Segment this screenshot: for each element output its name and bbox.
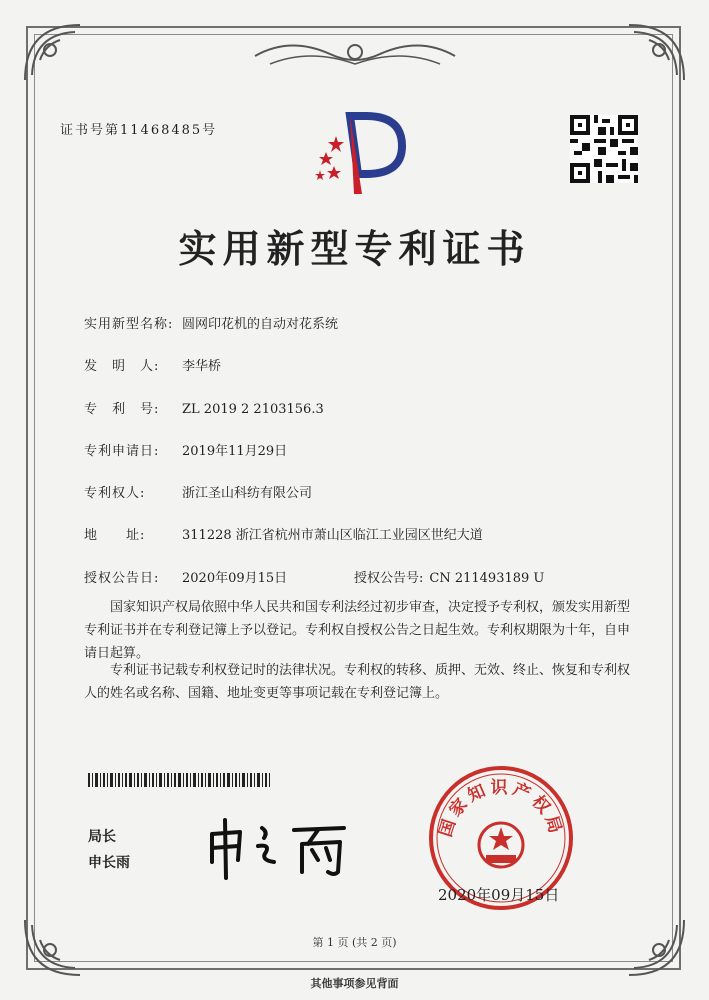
field-value: 浙江圣山科纺有限公司 bbox=[182, 486, 313, 501]
grant-statement: 国家知识产权局依照中华人民共和国专利法经过初步审查，决定授予专利权，颁发实用新型专利证书并在专利登记簿上予以登记。专利权自授权公告之日起生效。专利权期限为十年，自申请日起算。 bbox=[84, 600, 631, 661]
page-indicator: 第 1 页 (共 2 页) bbox=[312, 936, 397, 949]
certificate-title: 实用新型专利证书 bbox=[178, 226, 531, 271]
field-value: 311228 浙江省杭州市萧山区临江工业园区世纪大道 bbox=[182, 528, 483, 543]
qr-code-icon bbox=[570, 115, 638, 183]
field-value: 2020年09月15日 bbox=[182, 571, 288, 586]
corner-ornament-icon bbox=[20, 20, 90, 90]
field-label: 授权公告日: bbox=[84, 571, 160, 586]
top-ornament-icon bbox=[250, 36, 460, 76]
field-patentee bbox=[84, 482, 312, 501]
field-value: 李华桥 bbox=[182, 359, 222, 374]
field-label: 专 利 号: bbox=[84, 402, 160, 417]
cnipa-logo-icon bbox=[306, 108, 406, 198]
field-grant-date bbox=[84, 567, 287, 586]
field-patent-number bbox=[84, 398, 324, 417]
handwritten-signature bbox=[204, 812, 354, 882]
field-application-date bbox=[84, 440, 287, 459]
field-value: ZL 2019 2 2103156.3 bbox=[182, 402, 324, 417]
field-label: 授权公告号: bbox=[354, 571, 424, 586]
field-value: 2019年11月29日 bbox=[182, 444, 288, 459]
field-label: 专利申请日: bbox=[84, 444, 160, 459]
field-label: 专利权人: bbox=[84, 486, 146, 501]
field-label: 发 明 人: bbox=[84, 359, 160, 374]
field-value: 圆网印花机的自动对花系统 bbox=[182, 317, 339, 332]
field-value: CN 211493189 U bbox=[429, 571, 545, 586]
director-name: 申长雨 bbox=[88, 855, 130, 871]
certificate-number: 证书号第11468485号 bbox=[60, 123, 218, 138]
barcode-icon bbox=[88, 773, 270, 787]
corner-ornament-icon bbox=[619, 20, 689, 90]
seal-text: 国家知识产权局 bbox=[435, 778, 567, 840]
footer-note: 其他事项参见背面 bbox=[310, 977, 399, 990]
field-inventor bbox=[84, 355, 221, 374]
director-title: 局长 bbox=[88, 829, 116, 845]
legal-status-note: 专利证书记载专利权登记时的法律状况。专利权的转移、质押、无效、终止、恢复和专利权人的姓名或名称、国籍、地址变更等事项记载在专利登记簿上。 bbox=[84, 663, 631, 701]
field-address bbox=[84, 524, 483, 543]
seal-date: 2020年09月15日 bbox=[438, 886, 560, 904]
field-utility-model-name bbox=[84, 313, 338, 332]
field-grant-number bbox=[354, 567, 544, 586]
field-label: 实用新型名称: bbox=[84, 317, 174, 332]
field-label: 地 址: bbox=[84, 528, 146, 543]
